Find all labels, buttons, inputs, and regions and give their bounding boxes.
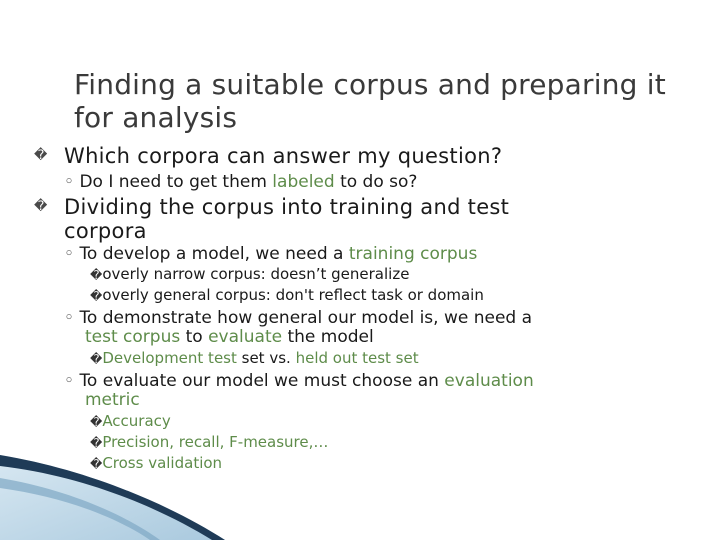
sub-sub-marker-icon: � <box>90 457 103 471</box>
sub-sub-bullet-narrow: �overly narrow corpus: doesn’t generalize <box>90 265 410 283</box>
sub-bullet-marker-icon: ◦ <box>64 172 75 192</box>
sub-sub-marker-icon: � <box>90 415 103 429</box>
highlight-evaluation: evaluation <box>444 371 534 391</box>
sub-bullet-evaluation-cont: metric <box>85 390 140 410</box>
bullet-marker-icon: � <box>34 199 48 214</box>
sub-sub-bullet-general: �overly general corpus: don't reflect task or domain <box>90 286 484 304</box>
sub-sub-marker-icon: � <box>90 352 103 366</box>
highlight-test-corpus: test corpus <box>85 327 181 347</box>
title-line-1: Finding a suitable corpus and preparing it <box>74 68 666 101</box>
sub-bullet-training: ◦ To develop a model, we need a training corpus <box>64 244 478 264</box>
sub-sub-bullet-dev-test: �Development test set vs. held out test set <box>90 349 419 367</box>
sub-sub-marker-icon: � <box>90 289 103 303</box>
highlight-labeled: labeled <box>272 172 335 192</box>
sub-bullet-marker-icon: ◦ <box>64 308 75 328</box>
sub-sub-marker-icon: � <box>90 268 103 282</box>
sub-bullet-demonstrate-cont: test corpus to evaluate the model <box>85 327 374 347</box>
sub-bullet-marker-icon: ◦ <box>64 371 75 391</box>
highlight-training-corpus: training corpus <box>348 244 478 264</box>
bullet-dividing-corpus-cont: corpora <box>64 219 147 243</box>
bullet-marker-icon: � <box>34 148 48 163</box>
sub-bullet-labeled: ◦ Do I need to get them labeled to do so? <box>64 172 418 192</box>
sub-sub-bullet-accuracy: �Accuracy <box>90 412 171 430</box>
sub-bullet-demonstrate: ◦ To demonstrate how general our model is, we need a <box>64 308 533 328</box>
sub-sub-marker-icon: � <box>90 436 103 450</box>
highlight-evaluate: evaluate <box>208 327 283 347</box>
title-line-2: for analysis <box>74 101 238 134</box>
bullet-dividing-corpus: Dividing the corpus into training and test <box>64 195 510 219</box>
sub-sub-bullet-precision: �Precision, recall, F-measure,… <box>90 433 329 451</box>
bullet-which-corpora: Which corpora can answer my question? <box>64 144 503 168</box>
slide-title <box>74 68 694 134</box>
sub-bullet-marker-icon: ◦ <box>64 244 75 264</box>
sub-sub-bullet-cross-validation: �Cross validation <box>90 454 223 472</box>
sub-bullet-evaluation: ◦ To evaluate our model we must choose an evaluation <box>64 371 534 391</box>
